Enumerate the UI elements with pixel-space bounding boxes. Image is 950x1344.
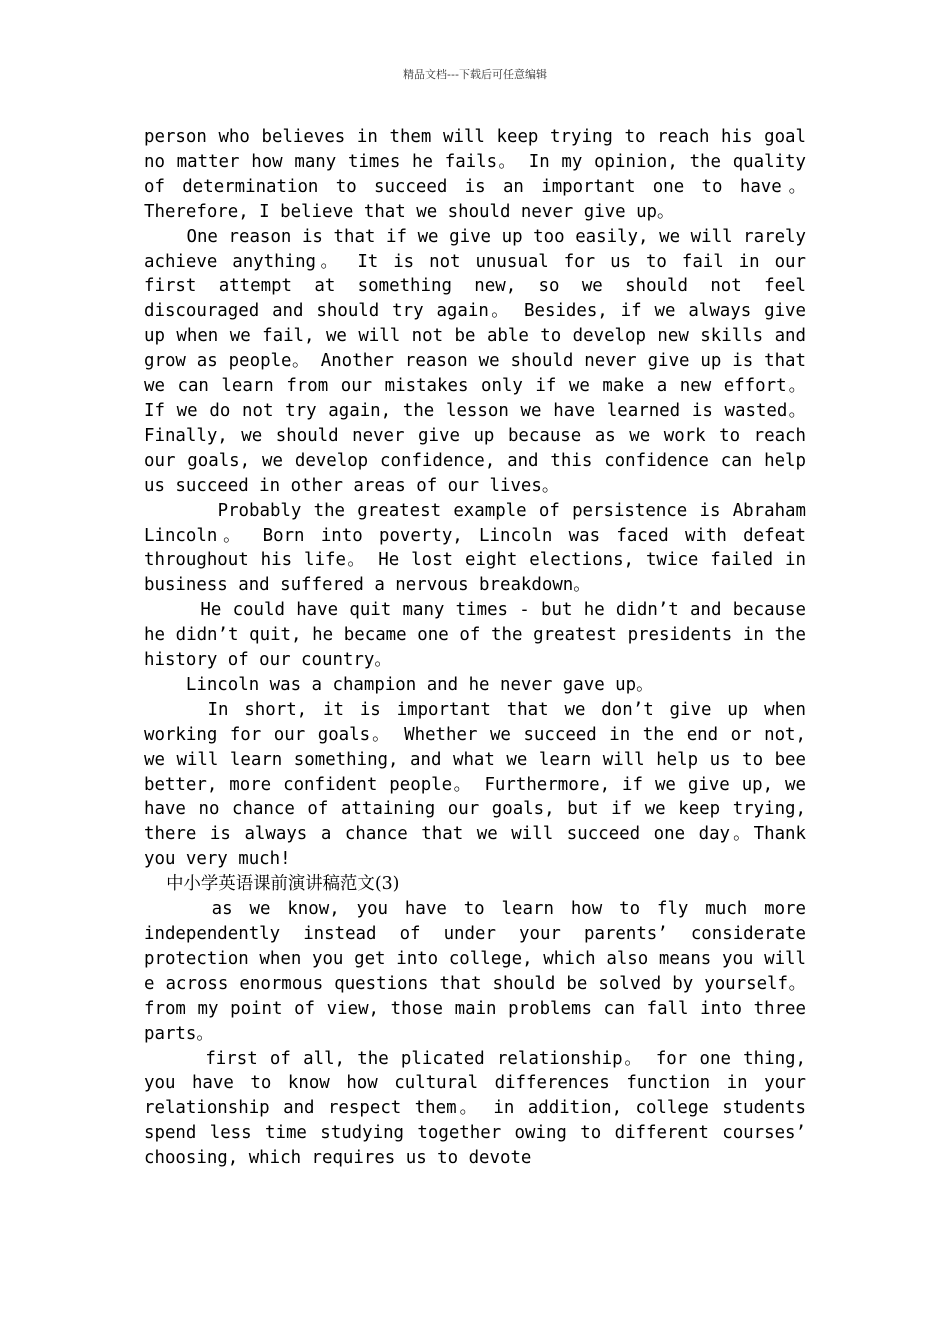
paragraph-indent: [144, 600, 200, 620]
paragraph-text: Lincoln was a champion and he never gave up。: [185, 674, 654, 695]
paragraph-indent: [144, 899, 212, 919]
paragraph-indent: [144, 1049, 205, 1069]
paragraph-1: [144, 125, 806, 225]
paragraph-text: as we know, you have to learn how to fly much more independently instead of under your parents’ considerate protection when you get into college, which also means you will e across enormous questions that should be solved by yourself。 from my point of view, those main problems can fall into three parts。: [144, 899, 806, 1044]
paragraph-indent: [144, 227, 186, 247]
paragraph-3: [144, 499, 806, 599]
paragraph-7: [144, 897, 806, 1046]
paragraph-text: One reason is that if we give up too easily, we will rarely achieve anything。 It is not unusual for us to fail in our first attempt at something new, so we should not feel discouraged and should try again。 Besides, if we always give up when we fail, we will not be able to develop new skills and grow as people。 Another reason we should never give up is that we can learn from our mistakes only if we make a new effort。 If we do not try again, the lesson we have learned is wasted。 Finally, we should never give up because as we work to reach our goals, we develop confidence, and this confidence can help us succeed in other areas of our lives。: [144, 226, 806, 496]
paragraph-4: [144, 598, 806, 673]
paragraph-5: [144, 673, 806, 698]
paragraph-text: Probably the greatest example of persistence is Abraham Lincoln。 Born into poverty, Lincoln was faced with defeat throughout his life。 He lost eight elections, twice failed in business and suffered a nervous breakdown。: [144, 500, 806, 596]
paragraph-indent: [144, 501, 218, 521]
section-heading: [144, 872, 806, 897]
document-body: [144, 125, 806, 1171]
heading-text: 中小学英语课前演讲稿范文(3): [166, 874, 400, 895]
page-header: 精品文档---下载后可任意编辑: [403, 68, 547, 81]
paragraph-indent: [144, 675, 186, 695]
paragraph-8: [144, 1047, 806, 1172]
paragraph-text: He could have quit many times - but he didn’t and because he didn’t quit, he became one of the greatest presidents in the history of our country。: [144, 600, 806, 671]
paragraph-2: [144, 225, 806, 499]
paragraph-text: In short, it is important that we don’t give up when working for our goals。 Whether we succeed in the end or not, we will learn something, and what we learn will help us to bee better, more confident people。 Furthermore, if we give up, we have no chance of attaining our goals, but if we keep trying, there is always a chance that we will succeed one day。Thank you very much!: [144, 699, 806, 870]
paragraph-text: person who believes in them will keep trying to reach his goal no matter how many times he fails。 In my opinion, the quality of determination to succeed is an important one to have。 Therefore, I believe that we should never give up。: [144, 127, 806, 222]
paragraph-indent: [144, 874, 166, 894]
paragraph-text: first of all, the plicated relationship。 for one thing, you have to know how cultural differences function in your relationship and respect them。 in addition, college students spend less time studying together owing to different courses’ choosing, which requires us to devote: [144, 1048, 806, 1169]
paragraph-6: [144, 698, 806, 872]
paragraph-indent: [144, 700, 208, 720]
